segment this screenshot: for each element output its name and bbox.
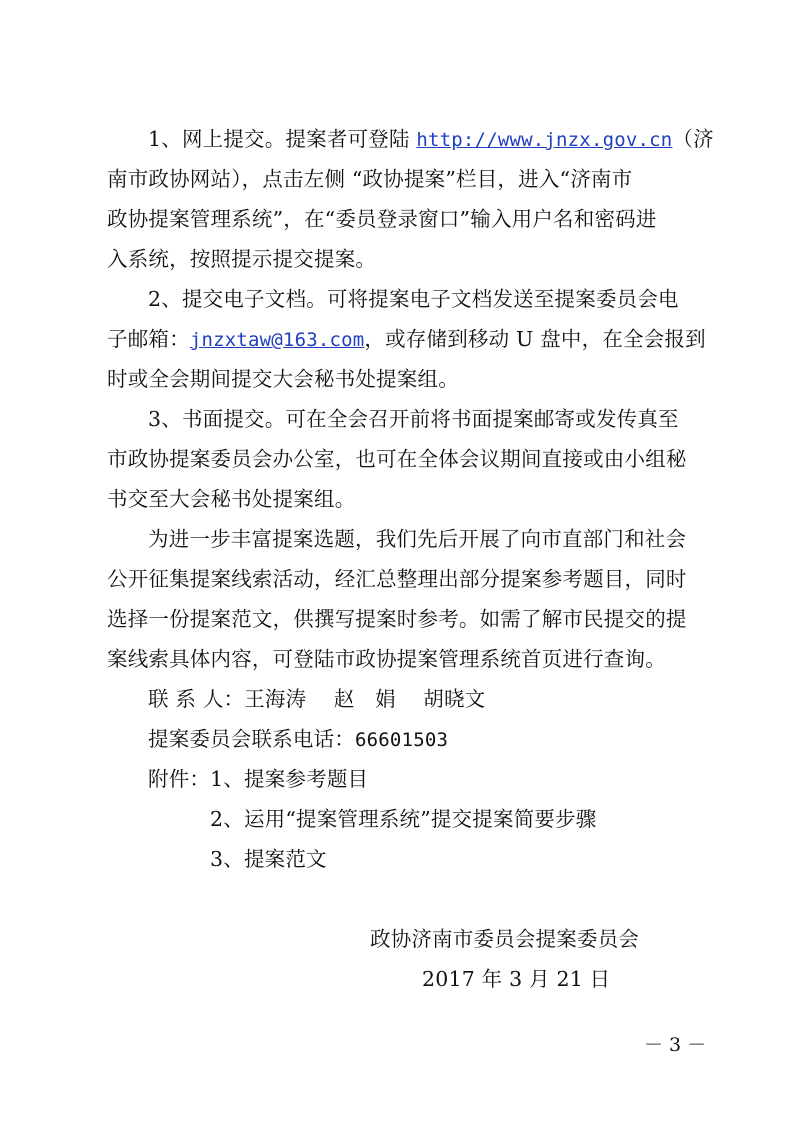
para-electronic-text: 子邮箱： — [107, 327, 190, 351]
para-clues-line-2: 公开征集提案线索活动，经汇总整理出部分提案参考题目，同时 — [107, 567, 687, 591]
email-link[interactable]: jnzxtaw@163.com — [189, 329, 365, 351]
para-online-text: 1、网上提交。提案者可登陆 — [148, 127, 417, 151]
contact-phone-label: 提案委员会联系电话： — [148, 727, 355, 751]
contact-phone-number: 66601503 — [355, 729, 449, 751]
attachments-label: 附件： — [148, 767, 211, 791]
para-online-text-tail: （济 — [672, 127, 714, 151]
para-electronic-line-1: 2、提交电子文档。可将提案电子文档发送至提案委员会电 — [148, 287, 679, 311]
signature-org: 政协济南市委员会提案委员会 — [370, 927, 640, 951]
contact-persons — [148, 685, 485, 713]
para-online-line-2: 南市政协网站），点击左侧 “政协提案”栏目，进入“济南市 — [107, 167, 633, 191]
para-electronic-line-2 — [107, 325, 706, 354]
attachment-item: 2、运用“提案管理系统”提交提案简要步骤 — [210, 807, 597, 831]
contact-persons-label: 联 系 人： — [148, 687, 245, 711]
para-clues-line-3: 选择一份提案范文，供撰写提案时参考。如需了解市民提交的提 — [107, 607, 687, 631]
page-number: － 3 － — [644, 1034, 707, 1056]
contact-phone — [148, 725, 448, 754]
attachment-item: 1、提案参考题目 — [210, 767, 369, 791]
para-clues-line-4: 案线索具体内容，可登陆市政协提案管理系统首页进行查询。 — [107, 647, 666, 671]
contact-persons-names: 王海涛 赵 娟 胡晓文 — [244, 687, 486, 711]
para-online-line-4: 入系统，按照提示提交提案。 — [107, 247, 377, 271]
signature-date: 2017 年 3 月 21 日 — [422, 967, 611, 991]
para-online-line-3: 政协提案管理系统”，在“委员登录窗口”输入用户名和密码进 — [107, 207, 657, 231]
para-electronic-text-tail: ，或存储到移动 U 盘中，在全会报到 — [364, 327, 706, 351]
para-paper-line-1: 3、书面提交。可在全会召开前将书面提案邮寄或发传真至 — [148, 407, 679, 431]
para-paper-line-3: 书交至大会秘书处提案组。 — [107, 487, 356, 511]
para-paper-line-2: 市政协提案委员会办公室，也可在全体会议期间直接或由小组秘 — [107, 447, 687, 471]
attachment-item: 3、提案范文 — [210, 847, 327, 871]
attachments — [148, 765, 368, 793]
para-clues-line-1: 为进一步丰富提案选题，我们先后开展了向市直部门和社会 — [148, 527, 687, 551]
para-electronic-line-3: 时或全会期间提交大会秘书处提案组。 — [107, 367, 459, 391]
para-online-line-1 — [148, 125, 714, 154]
website-link[interactable]: http://www.jnzx.gov.cn — [416, 129, 673, 151]
